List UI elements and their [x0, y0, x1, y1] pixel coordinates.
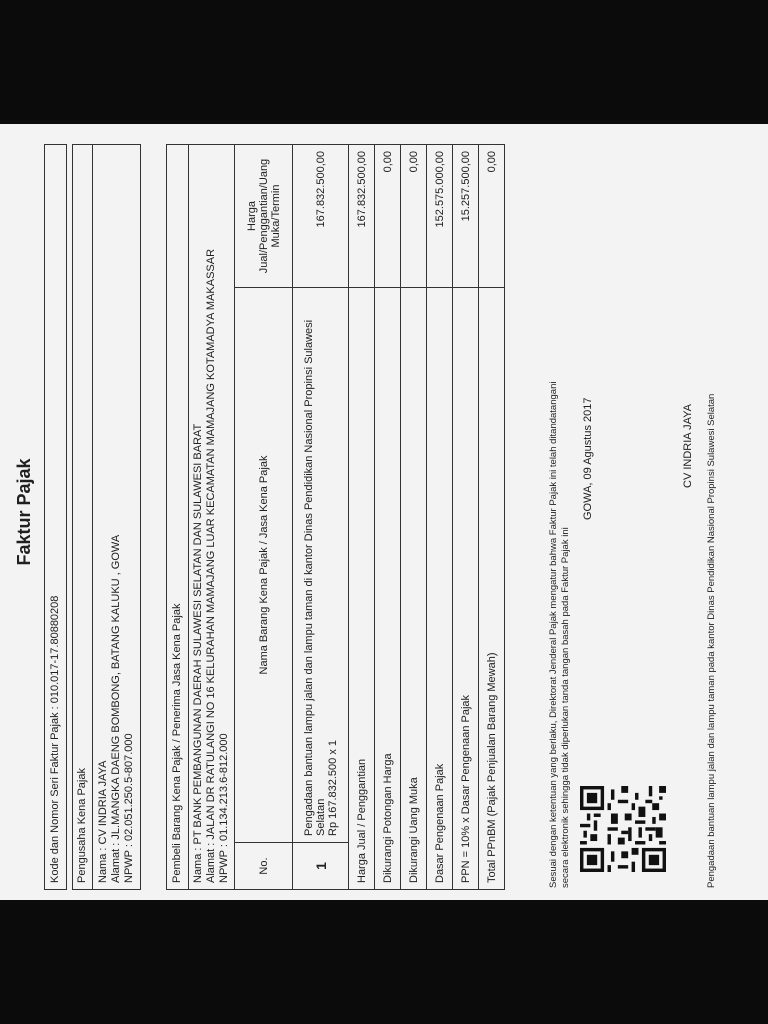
pembeli-nama: Nama : PT BANK PEMBANGUNAN DAERAH SULAWESI SELATAN DAN SULAWESI BARAT: [192, 423, 204, 883]
pengusaha-box: [72, 144, 141, 890]
summary-value: 152.575.000,00: [427, 145, 453, 288]
document-photo: [0, 124, 768, 900]
summary-label: Harga Jual / Penggantian: [349, 288, 375, 890]
place-date: GOWA, 09 Agustus 2017: [582, 397, 594, 520]
qr-code-icon: [580, 786, 666, 872]
summary-value: 0,00: [401, 145, 427, 288]
pengusaha-npwp: NPWP : 02.051.250.5-807.000: [123, 733, 135, 883]
note-line-2: secara elektronik sehingga tidak diperlukan tanda tangan basah pada Faktur Pajak ini: [560, 527, 571, 888]
summary-label: Dikurangi Potongan Harga: [375, 288, 401, 890]
summary-row: [375, 145, 401, 890]
summary-label: Dikurangi Uang Muka: [401, 288, 427, 890]
items-table: [234, 144, 505, 890]
col-harga-header: Harga Jual/Penggantian/Uang Muka/Termin: [235, 145, 293, 288]
summary-value: 15.257.500,00: [453, 145, 479, 288]
pengusaha-alamat: Alamat : JL.MANGKA DAENG BOMBONG, BATANG KALUKU , GOWA: [110, 534, 122, 883]
col-nama-header: Nama Barang Kena Pajak / Jasa Kena Pajak: [235, 288, 293, 843]
item-qty: Rp 167.832.500 x 1: [326, 739, 339, 836]
summary-row: [427, 145, 453, 890]
pembeli-box: [166, 144, 505, 890]
col-no-header: No.: [235, 843, 293, 890]
item-value: 167.832.500,00: [293, 145, 349, 288]
table-row: [293, 145, 349, 890]
item-no: 1: [293, 843, 349, 890]
item-description-cell: [293, 288, 349, 843]
summary-label: Dasar Pengenaan Pajak: [427, 288, 453, 890]
summary-value: 0,00: [375, 145, 401, 288]
rotated-document: [0, 124, 768, 900]
table-header-row: [235, 145, 293, 890]
signer-name: CV INDRIA JAYA: [682, 404, 694, 488]
pengusaha-heading: Pengusaha Kena Pajak: [73, 145, 93, 889]
document-title: Faktur Pajak: [14, 458, 34, 566]
kode-faktur: Kode dan Nomor Seri Faktur Pajak : 010.017-17.80880208: [49, 595, 61, 883]
summary-row: [479, 145, 505, 890]
summary-value: 0,00: [479, 145, 505, 288]
summary-row: [453, 145, 479, 890]
electronic-signature-note: [548, 382, 572, 888]
item-desc: Pengadaan bantuan lampu jalan dan lampu taman di kantor Dinas Pendidikan Nasional Propinsi Sulawesi Selatan: [302, 319, 327, 836]
items-table-wrap: [234, 145, 505, 889]
pembeli-alamat: Alamat : JALAN DR RATULANGI NO 16 KELURAHAN MAMAJANG LUAR KECAMATAN MAMAJANG KOTAMADYA MAKASSAR: [205, 248, 217, 883]
summary-label: PPN = 10% x Dasar Pengenaan Pajak: [453, 288, 479, 890]
summary-label: Total PPnBM (Pajak Penjualan Barang Mewah): [479, 288, 505, 890]
pembeli-heading: Pembeli Barang Kena Pajak / Penerima Jasa Kena Pajak: [167, 145, 189, 889]
pembeli-details: [189, 145, 235, 889]
summary-value: 167.832.500,00: [349, 145, 375, 288]
summary-row: [401, 145, 427, 890]
note-line-1: Sesuai dengan ketentuan yang berlaku, Direktorat Jenderal Pajak mengatur bahwa Faktur Pajak ini telah ditandatangani: [548, 381, 559, 888]
summary-row: [349, 145, 375, 890]
pembeli-npwp: NPWP : 01.134.213.6-812.000: [218, 733, 230, 883]
kode-box: [44, 144, 67, 890]
pengusaha-details: [93, 145, 140, 889]
bottom-note: Pengadaan bantuan lampu jalan dan lampu taman pada kantor Dinas Pendidikan Nasional Propinsi Sulawesi Selatan: [706, 393, 717, 888]
pengusaha-nama: Nama : CV INDRIA JAYA: [97, 760, 109, 883]
